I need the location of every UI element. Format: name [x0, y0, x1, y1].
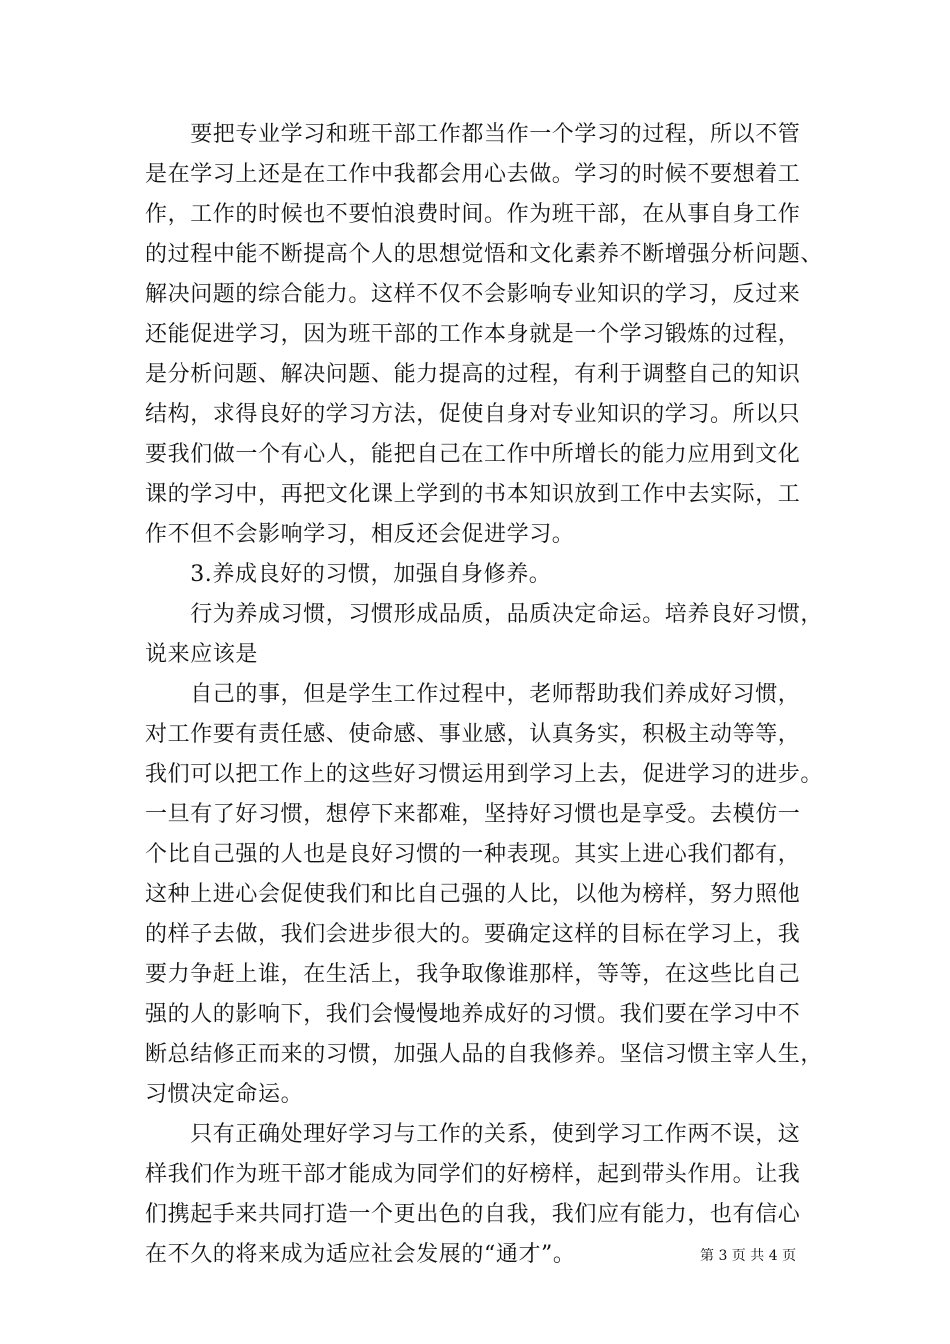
text-line: 样我们作为班干部才能成为同学们的好榜样，起到带头作用。让我	[145, 1162, 801, 1187]
text-line: 们携起手来共同打造一个更出色的自我，我们应有能力，也有信心	[145, 1202, 801, 1227]
text-line: 作，工作的时候也不要怕浪费时间。作为班干部，在从事自身工作	[145, 202, 801, 227]
section-heading: 3.养成良好的习惯，加强自身修养。	[145, 562, 552, 587]
text-line: 是分析问题、解决问题、能力提高的过程，有利于调整自己的知识	[145, 362, 801, 387]
text-line: 说来应该是	[145, 642, 259, 667]
page-number: 第 3 页 共 4 页	[700, 1248, 797, 1264]
text-line: 作不但不会影响学习，相反还会促进学习。	[145, 522, 575, 547]
text-line: 要把专业学习和班干部工作都当作一个学习的过程，所以不管	[145, 122, 801, 147]
text-line: 习惯决定命运。	[145, 1082, 304, 1107]
text-line: 是在学习上还是在工作中我都会用心去做。学习的时候不要想着工	[145, 162, 801, 187]
text-line: 要我们做一个有心人，能把自己在工作中所增长的能力应用到文化	[145, 442, 801, 467]
text-line: 还能促进学习，因为班干部的工作本身就是一个学习锻炼的过程，	[145, 322, 801, 347]
text-line: 的样子去做，我们会进步很大的。要确定这样的目标在学习上，我	[145, 922, 801, 947]
text-line: 自己的事，但是学生工作过程中，老师帮助我们养成好习惯，	[145, 682, 801, 707]
text-line: 强的人的影响下，我们会慢慢地养成好的习惯。我们要在学习中不	[145, 1002, 801, 1027]
text-line: 的过程中能不断提高个人的思想觉悟和文化素养不断增强分析问题、	[145, 242, 824, 267]
text-line: 对工作要有责任感、使命感、事业感，认真务实，积极主动等等，	[145, 722, 801, 747]
text-line: 结构，求得良好的学习方法，促使自身对专业知识的学习。所以只	[145, 402, 801, 427]
text-line: 一旦有了好习惯，想停下来都难，坚持好习惯也是享受。去模仿一	[145, 802, 801, 827]
text-line: 课的学习中，再把文化课上学到的书本知识放到工作中去实际，工	[145, 482, 801, 507]
text-line: 在不久的将来成为适应社会发展的“通才”。	[145, 1242, 576, 1267]
text-line: 只有正确处理好学习与工作的关系，使到学习工作两不误，这	[145, 1122, 801, 1147]
text-line: 断总结修正而来的习惯，加强人品的自我修养。坚信习惯主宰人生，	[145, 1042, 824, 1067]
text-line: 这种上进心会促使我们和比自己强的人比，以他为榜样，努力照他	[145, 882, 801, 907]
text-line: 行为养成习惯，习惯形成品质，品质决定命运。培养良好习惯，	[145, 602, 824, 627]
text-line: 个比自己强的人也是良好习惯的一种表现。其实上进心我们都有，	[145, 842, 801, 867]
text-line: 解决问题的综合能力。这样不仅不会影响专业知识的学习，反过来	[145, 282, 801, 307]
text-line: 要力争赶上谁，在生活上，我争取像谁那样，等等，在这些比自己	[145, 962, 801, 987]
text-line: 我们可以把工作上的这些好习惯运用到学习上去，促进学习的进步。	[145, 762, 824, 787]
